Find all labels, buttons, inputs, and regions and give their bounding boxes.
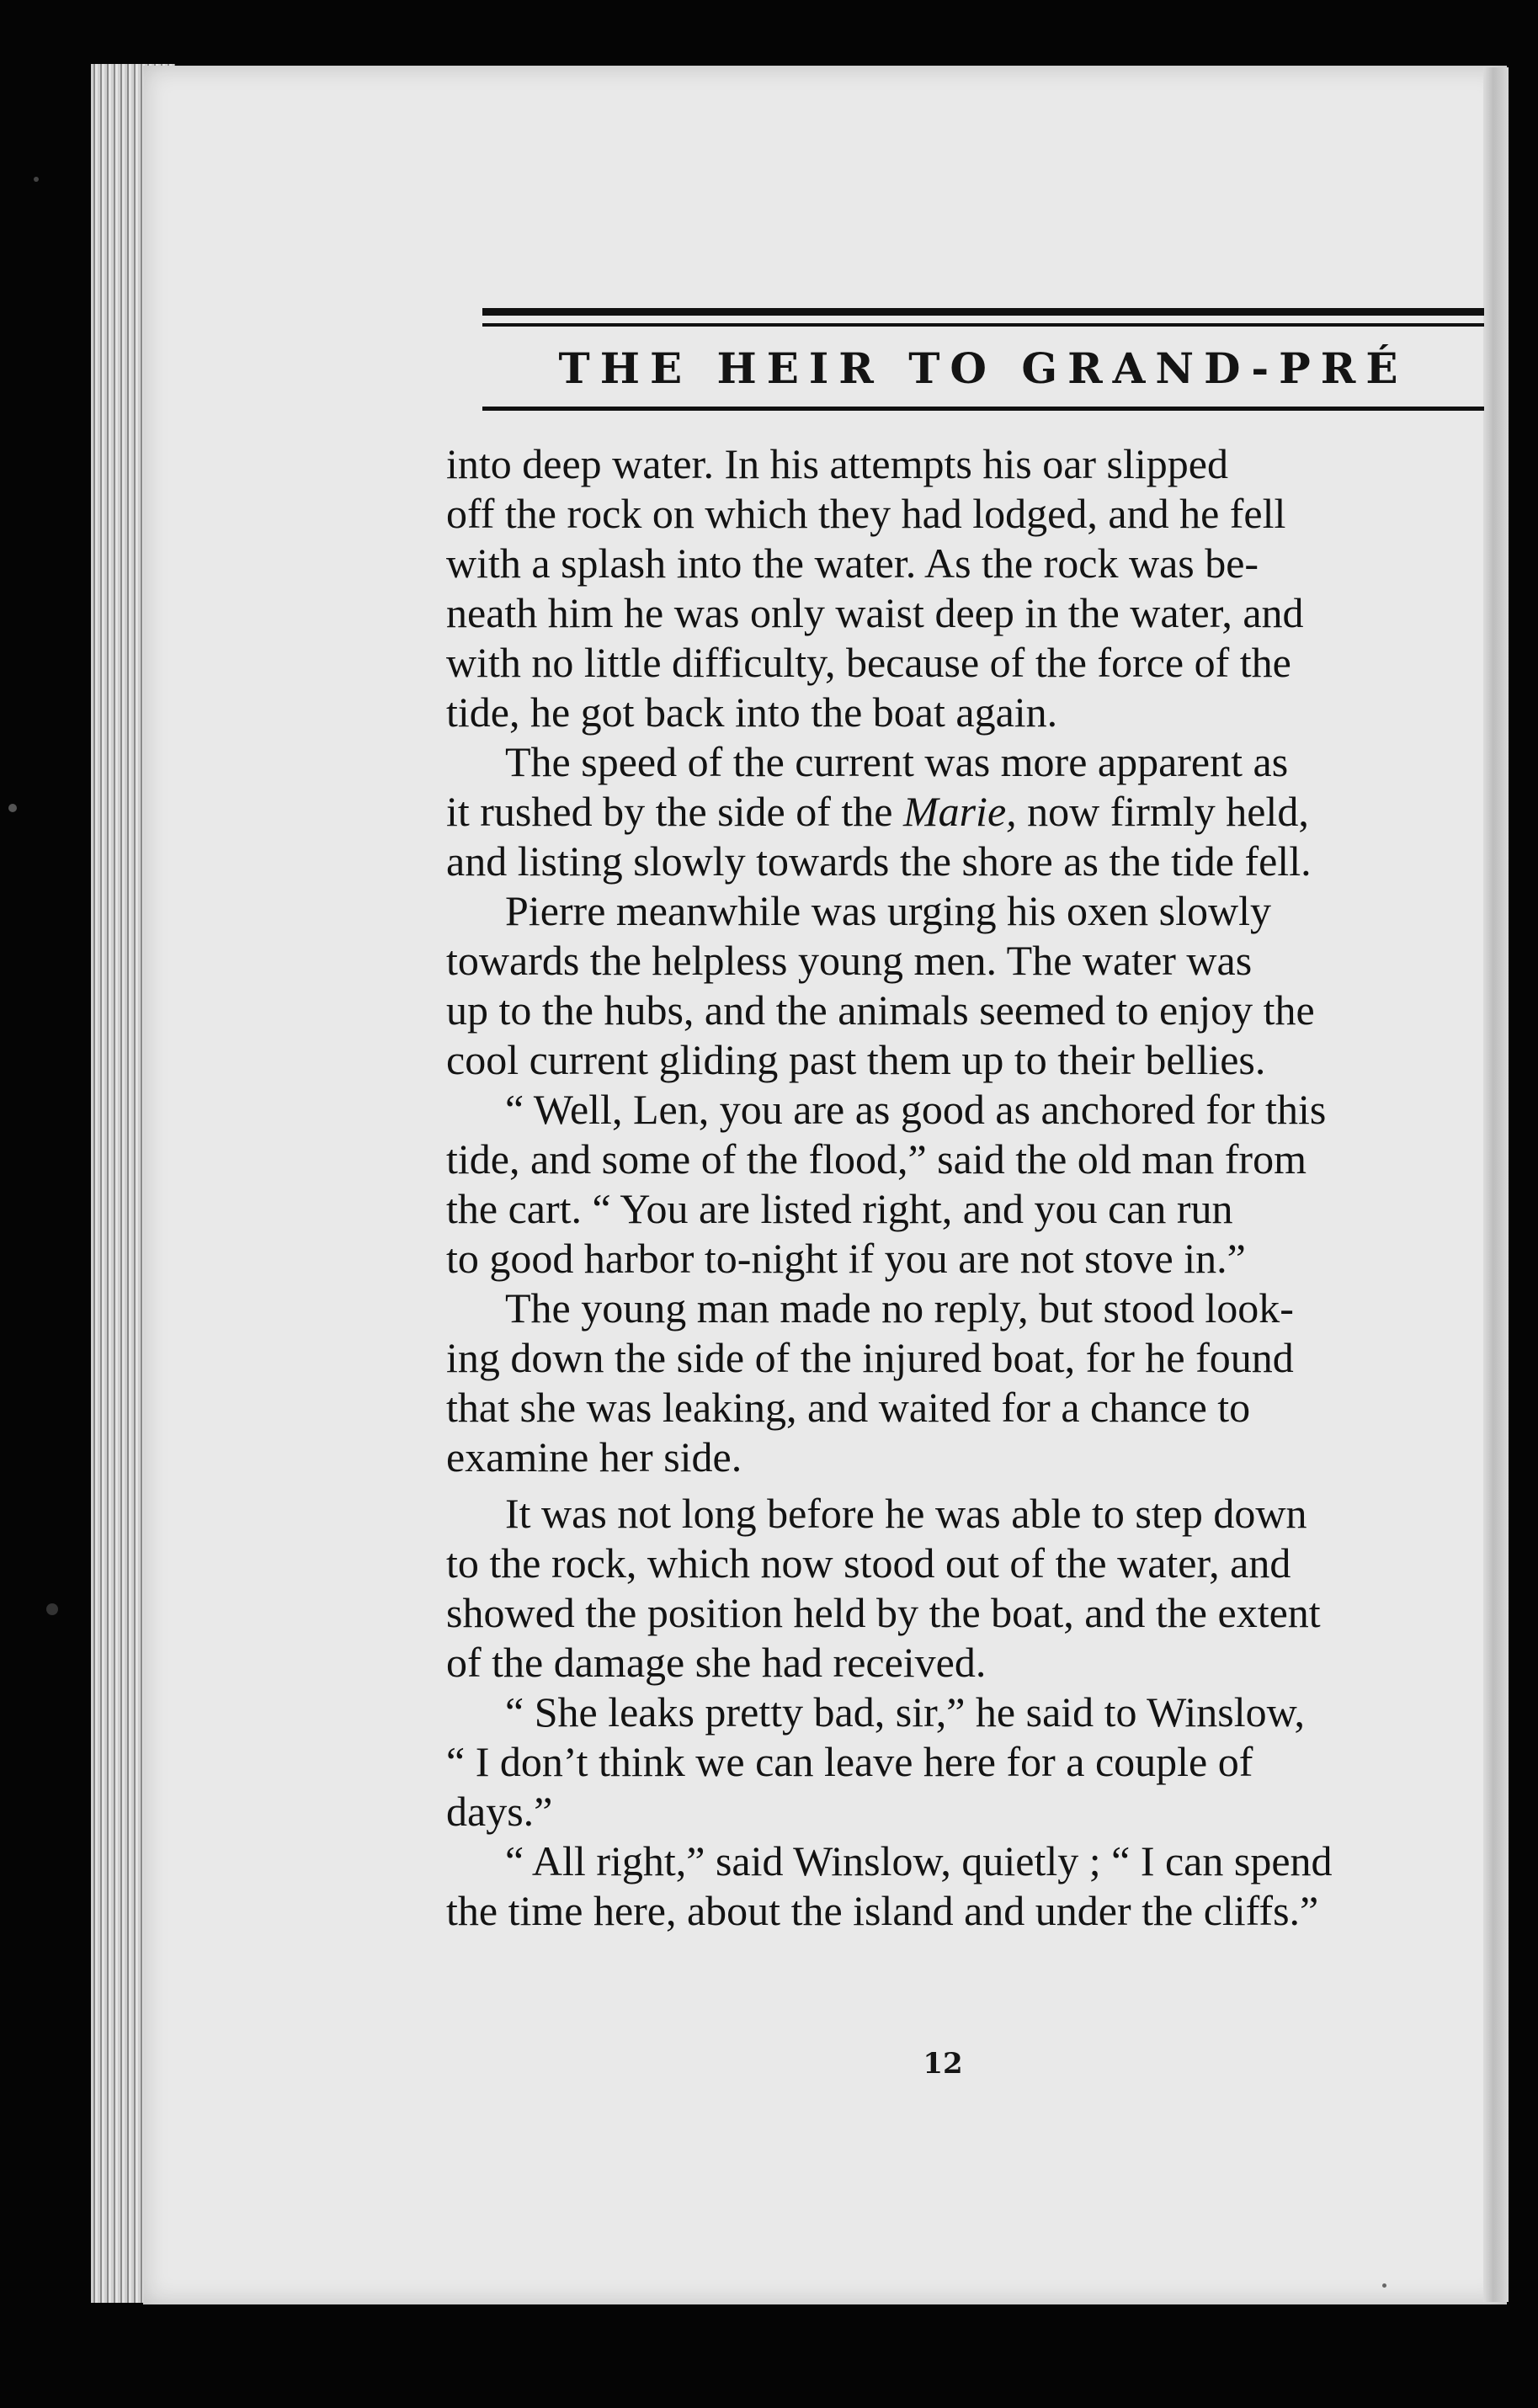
scan-speck bbox=[8, 804, 17, 812]
scan-speck bbox=[46, 1603, 58, 1615]
line: the cart. “ You are listed right, and you can run bbox=[446, 1185, 1233, 1232]
running-head: THE HEIR TO GRAND-PRÉ bbox=[558, 343, 1408, 393]
line: days.” bbox=[446, 1788, 553, 1835]
line: with no little difficulty, because of the force of the bbox=[446, 639, 1291, 686]
line: it rushed by the side of the bbox=[446, 788, 903, 835]
line: “ Well, Len, you are as good as anchored for this bbox=[505, 1086, 1327, 1133]
scan-speck bbox=[34, 177, 39, 182]
line: “ All right,” said Winslow, quietly ; “ I can spend bbox=[505, 1837, 1333, 1884]
line: The speed of the current was more apparent as bbox=[505, 738, 1289, 785]
paragraph-6 bbox=[446, 1489, 1475, 1688]
line: towards the helpless young men. The water was bbox=[446, 937, 1253, 984]
paragraph-8 bbox=[446, 1837, 1475, 1936]
line: to good harbor to-night if you are not stove in.” bbox=[446, 1235, 1246, 1282]
line: now firmly held, bbox=[1016, 788, 1309, 835]
line: off the rock on which they had lodged, and he fell bbox=[446, 490, 1286, 537]
page-right-edge bbox=[1483, 67, 1509, 2302]
line: Pierre meanwhile was urging his oxen slowly bbox=[505, 887, 1272, 934]
line: “ She leaks pretty bad, sir,” he said to Winslow, bbox=[505, 1688, 1305, 1736]
line: that she was leaking, and waited for a chance to bbox=[446, 1384, 1251, 1431]
body-text bbox=[446, 439, 1475, 1936]
line: The young man made no reply, but stood look- bbox=[505, 1284, 1294, 1332]
header-rule-thin bbox=[482, 323, 1484, 327]
line: neath him he was only waist deep in the water, and bbox=[446, 589, 1304, 636]
boat-name: Marie, bbox=[902, 788, 1017, 835]
line: examine her side. bbox=[446, 1433, 742, 1480]
line: of the damage she had received. bbox=[446, 1639, 987, 1686]
paragraph-3 bbox=[446, 886, 1475, 1085]
line: up to the hubs, and the animals seemed to enjoy the bbox=[446, 986, 1315, 1034]
page-number: 12 bbox=[923, 2047, 963, 2081]
paragraph-5 bbox=[446, 1284, 1475, 1482]
line: with a splash into the water. As the rock was be- bbox=[446, 540, 1259, 587]
header-rule-thick bbox=[482, 308, 1484, 316]
paragraph-4 bbox=[446, 1085, 1475, 1284]
paragraph-1 bbox=[446, 439, 1475, 737]
line: tide, and some of the flood,” said the old man from bbox=[446, 1135, 1307, 1183]
header-rule-bottom bbox=[482, 407, 1484, 411]
scan-speck bbox=[1382, 2283, 1386, 2288]
paragraph-2 bbox=[446, 737, 1475, 886]
line: to the rock, which now stood out of the water, and bbox=[446, 1539, 1291, 1587]
line: into deep water. In his attempts his oar slipped bbox=[446, 440, 1228, 487]
line: the time here, about the island and under the cliffs.” bbox=[446, 1887, 1319, 1934]
line: and listing slowly towards the shore as the tide fell. bbox=[446, 837, 1312, 885]
line: “ I don’t think we can leave here for a couple of bbox=[446, 1738, 1253, 1785]
line: It was not long before he was able to step down bbox=[505, 1490, 1307, 1537]
line: showed the position held by the boat, and the extent bbox=[446, 1589, 1321, 1636]
paragraph-7 bbox=[446, 1688, 1475, 1837]
line: ing down the side of the injured boat, for he found bbox=[446, 1334, 1294, 1381]
line: cool current gliding past them up to their bellies. bbox=[446, 1036, 1266, 1083]
line: tide, he got back into the boat again. bbox=[446, 688, 1058, 736]
